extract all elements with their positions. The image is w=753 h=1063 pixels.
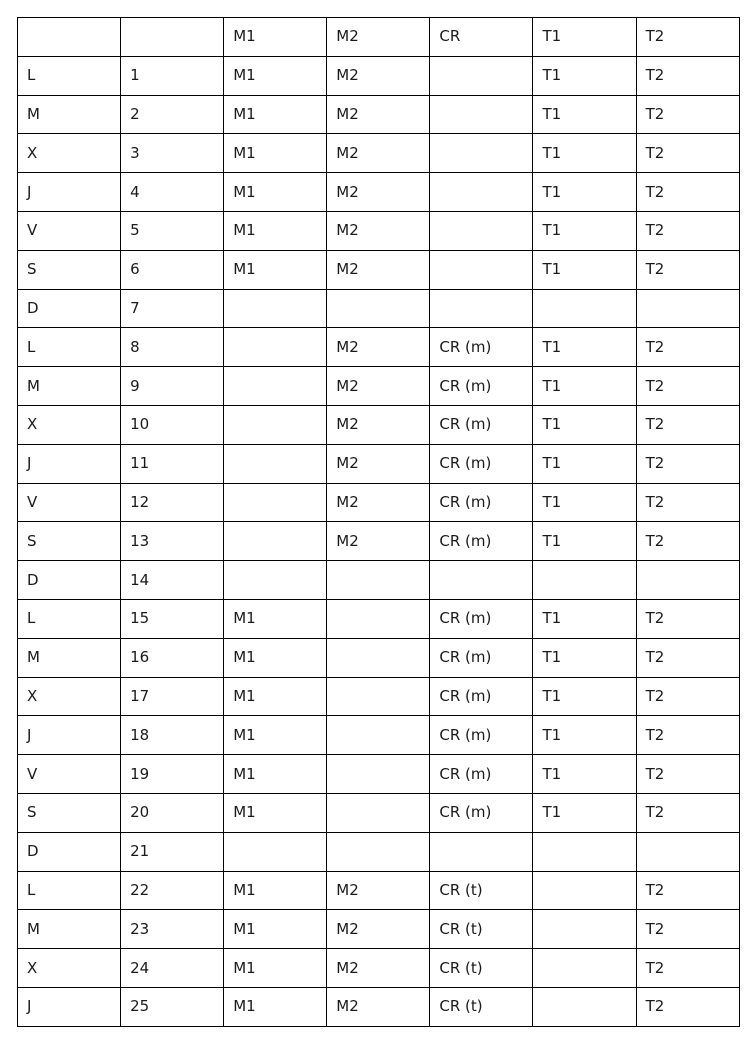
- cell-cr: [430, 95, 533, 134]
- table-row: [18, 910, 740, 949]
- table-row: [18, 134, 740, 173]
- cell-day-number: 23: [121, 910, 224, 949]
- cell-t1: T1: [533, 444, 636, 483]
- table-row: [18, 250, 740, 289]
- cell-weekday: S: [18, 522, 121, 561]
- cell-day-number: 2: [121, 95, 224, 134]
- cell-m1: M1: [224, 793, 327, 832]
- cell-t1: T1: [533, 793, 636, 832]
- cell-t1: T1: [533, 483, 636, 522]
- cell-t2: T2: [636, 949, 739, 988]
- cell-cr: CR (m): [430, 599, 533, 638]
- cell-m1: [224, 328, 327, 367]
- cell-m1: M1: [224, 755, 327, 794]
- cell-m2: [327, 755, 430, 794]
- cell-cr: [430, 173, 533, 212]
- cell-cr: [430, 250, 533, 289]
- cell-day-number: 21: [121, 832, 224, 871]
- cell-t1: T1: [533, 211, 636, 250]
- cell-cr: CR (m): [430, 638, 533, 677]
- cell-t2: T2: [636, 871, 739, 910]
- cell-cr: CR (m): [430, 755, 533, 794]
- cell-cr: [430, 56, 533, 95]
- cell-weekday: L: [18, 871, 121, 910]
- cell-t2: T2: [636, 56, 739, 95]
- cell-t2: T2: [636, 367, 739, 406]
- cell-weekday: M: [18, 638, 121, 677]
- cell-t1: T1: [533, 95, 636, 134]
- cell-cr: CR (t): [430, 949, 533, 988]
- cell-t2: T2: [636, 444, 739, 483]
- cell-t2: T2: [636, 677, 739, 716]
- cell-day-number: 11: [121, 444, 224, 483]
- cell-cr: CR (m): [430, 793, 533, 832]
- cell-m2: M2: [327, 250, 430, 289]
- cell-m1: [224, 483, 327, 522]
- table-row: [18, 793, 740, 832]
- cell-weekday: M: [18, 910, 121, 949]
- cell-t2: [636, 289, 739, 328]
- cell-m1: [224, 522, 327, 561]
- cell-m2: [327, 677, 430, 716]
- cell-weekday: M: [18, 95, 121, 134]
- table-row: [18, 716, 740, 755]
- table-row: [18, 444, 740, 483]
- cell-m1: M1: [224, 677, 327, 716]
- cell-day-number: 22: [121, 871, 224, 910]
- cell-cr: CR (m): [430, 405, 533, 444]
- cell-t1: [533, 561, 636, 600]
- table-row: [18, 677, 740, 716]
- cell-m2: M2: [327, 95, 430, 134]
- cell-day-number: 7: [121, 289, 224, 328]
- cell-t1: T1: [533, 173, 636, 212]
- cell-t1: T1: [533, 56, 636, 95]
- cell-day-number: 12: [121, 483, 224, 522]
- cell-m1: M1: [224, 910, 327, 949]
- cell-t2: T2: [636, 483, 739, 522]
- cell-m2: M2: [327, 949, 430, 988]
- cell-weekday: D: [18, 832, 121, 871]
- cell-t2: T2: [636, 405, 739, 444]
- cell-t2: T2: [636, 638, 739, 677]
- cell-t2: T2: [636, 987, 739, 1026]
- cell-weekday: M: [18, 367, 121, 406]
- cell-cr: [430, 832, 533, 871]
- cell-weekday: X: [18, 405, 121, 444]
- cell-day-number: 24: [121, 949, 224, 988]
- cell-t1: T1: [533, 599, 636, 638]
- cell-t2: T2: [636, 716, 739, 755]
- table-row: [18, 211, 740, 250]
- cell-cr: [430, 561, 533, 600]
- cell-day-number: 19: [121, 755, 224, 794]
- cell-cr: CR (t): [430, 987, 533, 1026]
- cell-t2: T2: [636, 910, 739, 949]
- cell-m1: M1: [224, 871, 327, 910]
- cell-m2: M2: [327, 328, 430, 367]
- table-row: [18, 987, 740, 1026]
- cell-m2: M2: [327, 134, 430, 173]
- table-row: [18, 522, 740, 561]
- cell-weekday: J: [18, 987, 121, 1026]
- cell-cr: [430, 134, 533, 173]
- cell-weekday: J: [18, 716, 121, 755]
- table-row: [18, 95, 740, 134]
- cell-cr: CR (m): [430, 522, 533, 561]
- cell-day-number: 18: [121, 716, 224, 755]
- cell-m1: [224, 289, 327, 328]
- cell-t2: T2: [636, 173, 739, 212]
- cell-day-number: 8: [121, 328, 224, 367]
- cell-m1: M1: [224, 250, 327, 289]
- cell-t2: T2: [636, 755, 739, 794]
- cell-t2: T2: [636, 328, 739, 367]
- cell-t1: T1: [533, 638, 636, 677]
- cell-cr: CR (t): [430, 871, 533, 910]
- cell-cr: [430, 211, 533, 250]
- cell-cr: CR (m): [430, 444, 533, 483]
- cell-m1: [224, 367, 327, 406]
- cell-cr: CR (t): [430, 910, 533, 949]
- table-row: [18, 173, 740, 212]
- cell-m2: M2: [327, 56, 430, 95]
- table-row: [18, 599, 740, 638]
- cell-t1: [533, 832, 636, 871]
- cell-m1: M1: [224, 95, 327, 134]
- cell-weekday: D: [18, 561, 121, 600]
- cell-t1: [533, 987, 636, 1026]
- cell-weekday: V: [18, 483, 121, 522]
- cell-m2: [327, 599, 430, 638]
- cell-day-number: 1: [121, 56, 224, 95]
- table-row: [18, 289, 740, 328]
- cell-t1: T1: [533, 328, 636, 367]
- cell-weekday: L: [18, 328, 121, 367]
- cell-m1: [224, 405, 327, 444]
- cell-m2: M2: [327, 987, 430, 1026]
- cell-cr: CR (m): [430, 367, 533, 406]
- cell-t2: T2: [636, 522, 739, 561]
- cell-t1: [533, 289, 636, 328]
- cell-t1: T1: [533, 522, 636, 561]
- cell-t1: T1: [533, 405, 636, 444]
- cell-day-number: 16: [121, 638, 224, 677]
- cell-m1: M1: [224, 638, 327, 677]
- table-row: [18, 405, 740, 444]
- cell-m1: M1: [224, 716, 327, 755]
- cell-weekday: J: [18, 173, 121, 212]
- cell-m1: M1: [224, 134, 327, 173]
- cell-weekday: L: [18, 56, 121, 95]
- cell-weekday: X: [18, 677, 121, 716]
- cell-m2: [327, 289, 430, 328]
- cell-weekday: X: [18, 134, 121, 173]
- cell-t1: T1: [533, 367, 636, 406]
- header-row: [18, 18, 740, 57]
- cell-t1: [533, 949, 636, 988]
- cell-m2: M2: [327, 173, 430, 212]
- cell-m1: [224, 832, 327, 871]
- cell-m1: M1: [224, 211, 327, 250]
- cell-day-number: 6: [121, 250, 224, 289]
- cell-day-number: 4: [121, 173, 224, 212]
- cell-t1: T1: [533, 250, 636, 289]
- cell-m2: M2: [327, 211, 430, 250]
- cell-day-number: 5: [121, 211, 224, 250]
- cell-weekday: S: [18, 793, 121, 832]
- cell-m2: [327, 716, 430, 755]
- cell-cr: CR (m): [430, 483, 533, 522]
- table-row: [18, 483, 740, 522]
- cell-weekday: D: [18, 289, 121, 328]
- header-cell-cr: CR: [430, 18, 533, 57]
- cell-t2: [636, 832, 739, 871]
- table-row: [18, 328, 740, 367]
- cell-m1: [224, 444, 327, 483]
- header-cell-t2: T2: [636, 18, 739, 57]
- cell-m2: M2: [327, 871, 430, 910]
- cell-t1: T1: [533, 716, 636, 755]
- table-body: [18, 18, 740, 1027]
- cell-m1: M1: [224, 987, 327, 1026]
- cell-t1: T1: [533, 134, 636, 173]
- cell-m2: M2: [327, 367, 430, 406]
- cell-cr: CR (m): [430, 716, 533, 755]
- cell-t2: T2: [636, 134, 739, 173]
- cell-m2: [327, 561, 430, 600]
- header-cell-weekday: [18, 18, 121, 57]
- cell-t2: [636, 561, 739, 600]
- header-cell-m2: M2: [327, 18, 430, 57]
- cell-t2: T2: [636, 599, 739, 638]
- cell-weekday: V: [18, 755, 121, 794]
- cell-weekday: X: [18, 949, 121, 988]
- cell-t1: T1: [533, 677, 636, 716]
- cell-t1: T1: [533, 755, 636, 794]
- cell-weekday: J: [18, 444, 121, 483]
- cell-m1: [224, 561, 327, 600]
- table-row: [18, 561, 740, 600]
- cell-m1: M1: [224, 599, 327, 638]
- cell-day-number: 17: [121, 677, 224, 716]
- cell-m2: M2: [327, 405, 430, 444]
- cell-m2: M2: [327, 910, 430, 949]
- cell-day-number: 13: [121, 522, 224, 561]
- table-row: [18, 638, 740, 677]
- cell-m1: M1: [224, 56, 327, 95]
- cell-m2: M2: [327, 483, 430, 522]
- cell-m2: [327, 638, 430, 677]
- cell-t1: [533, 871, 636, 910]
- cell-cr: CR (m): [430, 677, 533, 716]
- header-cell-day-number: [121, 18, 224, 57]
- cell-day-number: 10: [121, 405, 224, 444]
- cell-day-number: 25: [121, 987, 224, 1026]
- cell-weekday: S: [18, 250, 121, 289]
- header-cell-m1: M1: [224, 18, 327, 57]
- cell-t2: T2: [636, 793, 739, 832]
- cell-m2: M2: [327, 444, 430, 483]
- table-row: [18, 367, 740, 406]
- table-row: [18, 871, 740, 910]
- table-row: [18, 56, 740, 95]
- cell-day-number: 9: [121, 367, 224, 406]
- cell-t2: T2: [636, 250, 739, 289]
- cell-m1: M1: [224, 949, 327, 988]
- table-row: [18, 832, 740, 871]
- cell-t2: T2: [636, 211, 739, 250]
- cell-m2: [327, 793, 430, 832]
- cell-m1: M1: [224, 173, 327, 212]
- cell-cr: CR (m): [430, 328, 533, 367]
- cell-weekday: L: [18, 599, 121, 638]
- cell-m2: M2: [327, 522, 430, 561]
- cell-m2: [327, 832, 430, 871]
- table-row: [18, 949, 740, 988]
- cell-day-number: 15: [121, 599, 224, 638]
- cell-day-number: 14: [121, 561, 224, 600]
- cell-cr: [430, 289, 533, 328]
- cell-day-number: 3: [121, 134, 224, 173]
- cell-weekday: V: [18, 211, 121, 250]
- schedule-table: [17, 17, 740, 1027]
- table-row: [18, 755, 740, 794]
- header-cell-t1: T1: [533, 18, 636, 57]
- cell-t1: [533, 910, 636, 949]
- cell-t2: T2: [636, 95, 739, 134]
- cell-day-number: 20: [121, 793, 224, 832]
